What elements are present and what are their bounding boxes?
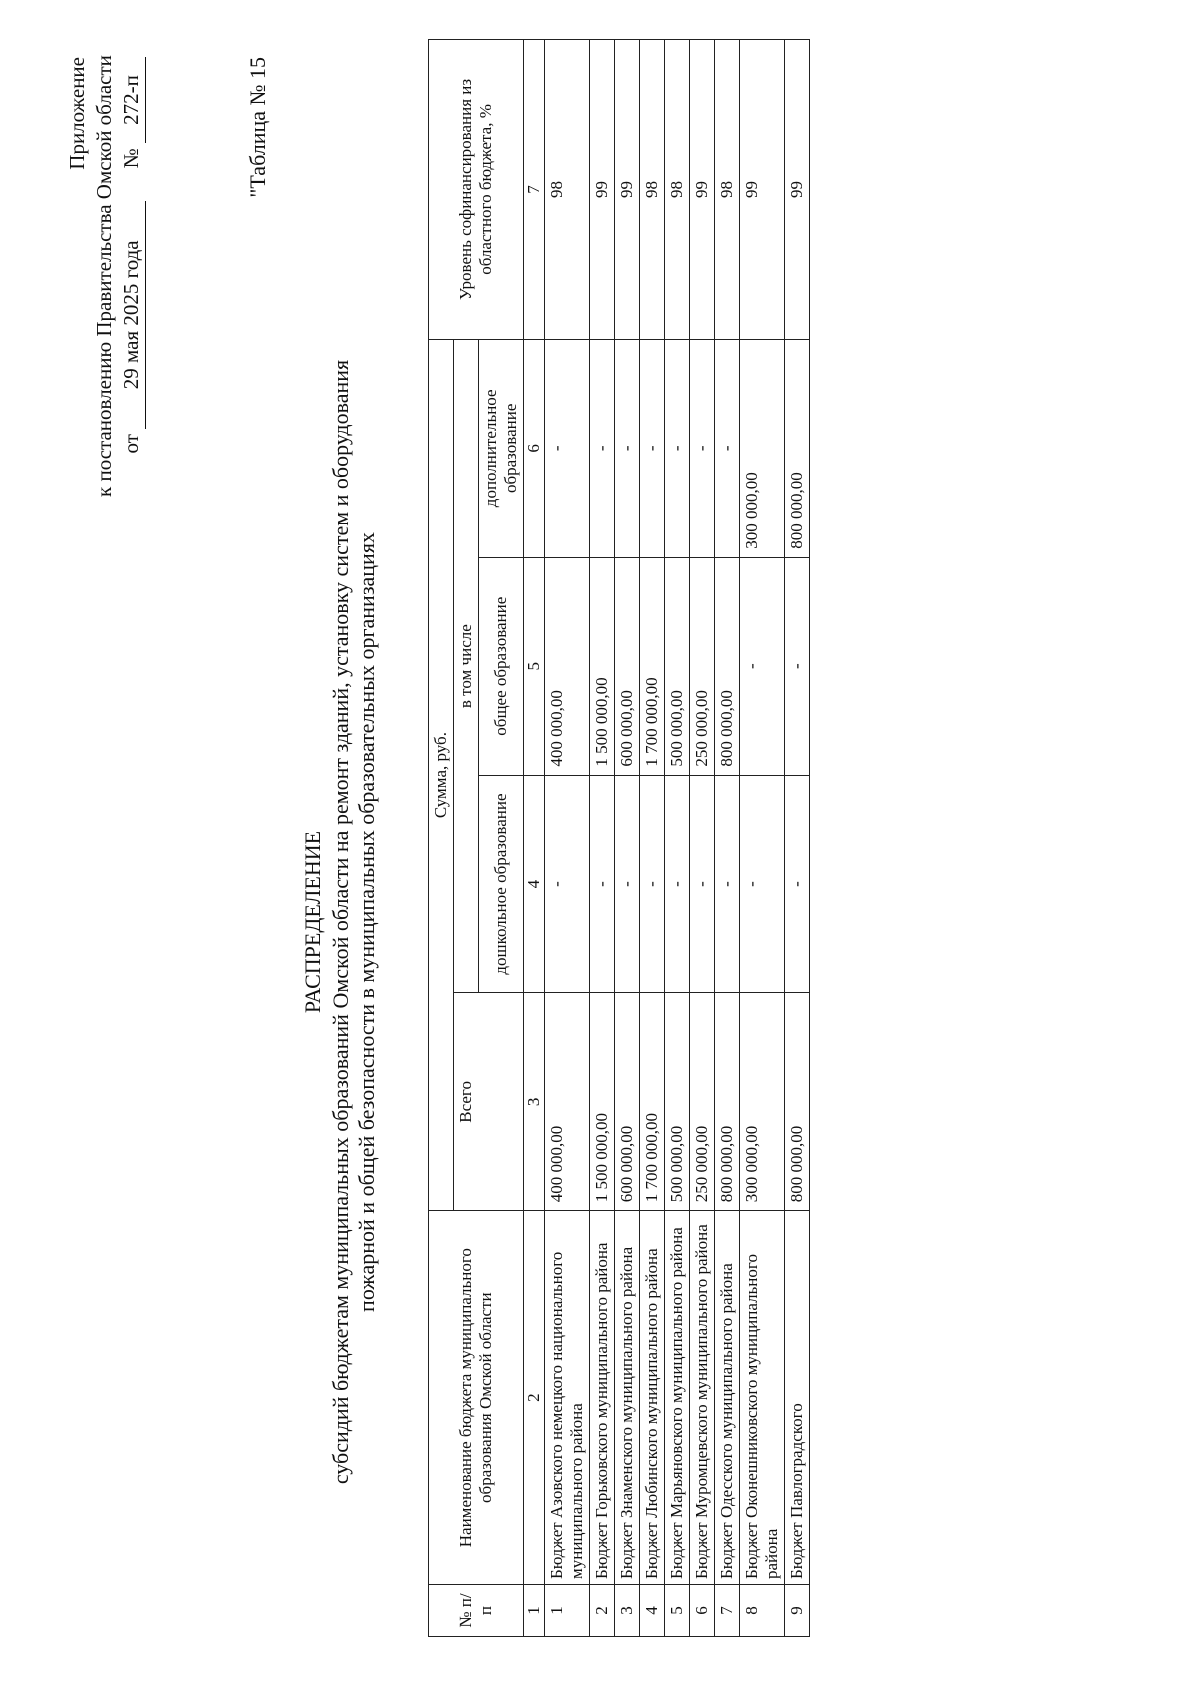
additional-amount: -	[590, 339, 615, 557]
budget-name: Бюджет Любинского муниципального района	[640, 1211, 665, 1585]
row-number: 7	[715, 1585, 740, 1637]
appendix-decree-line: к постановлению Правительства Омской области	[92, 55, 116, 497]
document-subtitle-line-1: субсидий бюджетам муниципальных образований Омской области на ремонт зданий, установку систем и оборудования	[328, 359, 353, 1485]
row-number: 6	[690, 1585, 715, 1637]
budget-name: Бюджет Муромцевского муниципального района	[690, 1211, 715, 1585]
preschool-amount: -	[640, 775, 665, 993]
general-amount: -	[785, 557, 810, 775]
preschool-amount: -	[545, 775, 590, 993]
cofinancing-level: 98	[715, 40, 740, 340]
header-sum: Сумма, руб.	[429, 339, 454, 1210]
general-amount: -	[740, 557, 785, 775]
cofinancing-level: 99	[615, 40, 640, 340]
general-amount: 250 000,00	[690, 557, 715, 775]
additional-amount: -	[615, 339, 640, 557]
column-number: 6	[524, 339, 545, 557]
table-row	[545, 40, 590, 1637]
column-number: 4	[524, 775, 545, 993]
budget-name: Бюджет Марьяновского муниципального района	[665, 1211, 690, 1585]
table-row	[615, 40, 640, 1637]
row-number: 3	[615, 1585, 640, 1637]
budget-name: Бюджет Оконешниковского муниципального района	[740, 1211, 785, 1585]
general-amount: 800 000,00	[715, 557, 740, 775]
general-amount: 600 000,00	[615, 557, 640, 775]
table-row	[715, 40, 740, 1637]
number-prefix: №	[119, 148, 143, 169]
total-amount: 1 500 000,00	[590, 993, 615, 1211]
row-number: 8	[740, 1585, 785, 1637]
preschool-amount: -	[665, 775, 690, 993]
total-amount: 800 000,00	[715, 993, 740, 1211]
preschool-amount: -	[690, 775, 715, 993]
budget-name: Бюджет Одесского муниципального района	[715, 1211, 740, 1585]
general-amount: 500 000,00	[665, 557, 690, 775]
general-amount: 400 000,00	[545, 557, 590, 775]
row-number: 1	[545, 1585, 590, 1637]
general-amount: 1 700 000,00	[640, 557, 665, 775]
header-name: Наименование бюджета муниципального образования Омской области	[429, 1211, 524, 1585]
total-amount: 800 000,00	[785, 993, 810, 1211]
cofinancing-level: 99	[785, 40, 810, 340]
cofinancing-level: 99	[740, 40, 785, 340]
additional-amount: -	[640, 339, 665, 557]
column-number: 1	[524, 1585, 545, 1637]
additional-amount: 800 000,00	[785, 339, 810, 557]
column-number: 2	[524, 1211, 545, 1585]
decree-date: 29 мая 2025 года	[118, 201, 146, 429]
preschool-amount: -	[715, 775, 740, 993]
total-amount: 300 000,00	[740, 993, 785, 1211]
header-additional: дополнительное образование	[479, 339, 524, 557]
total-amount: 250 000,00	[690, 993, 715, 1211]
cofinancing-level: 98	[545, 40, 590, 340]
preschool-amount: -	[740, 775, 785, 993]
table-number: "Таблица № 15	[245, 57, 270, 198]
row-number: 4	[640, 1585, 665, 1637]
table-row	[785, 40, 810, 1637]
budget-name: Бюджет Знаменского муниципального района	[615, 1211, 640, 1585]
header-num: № п/п	[429, 1585, 524, 1637]
date-prefix: от	[119, 434, 143, 454]
header-preschool: дошкольное образование	[479, 775, 524, 993]
table-row	[590, 40, 615, 1637]
table-row	[740, 40, 785, 1637]
general-amount: 1 500 000,00	[590, 557, 615, 775]
row-number: 9	[785, 1585, 810, 1637]
additional-amount: -	[545, 339, 590, 557]
column-number-row	[524, 40, 545, 1637]
total-amount: 600 000,00	[615, 993, 640, 1211]
budget-name: Бюджет Павлоградского	[785, 1211, 810, 1585]
header-level: Уровень софинансирования из областного бюджета, %	[429, 40, 524, 340]
total-amount: 400 000,00	[545, 993, 590, 1211]
total-amount: 1 700 000,00	[640, 993, 665, 1211]
decree-number: 272-п	[118, 57, 146, 143]
distribution-table	[428, 39, 810, 1637]
cofinancing-level: 98	[665, 40, 690, 340]
appendix-date-line	[118, 57, 146, 497]
budget-name: Бюджет Азовского немецкого национального муниципального района	[545, 1211, 590, 1585]
additional-amount: -	[715, 339, 740, 557]
document-subtitle-line-2: пожарной и общей безопасности в муниципальных образовательных организациях	[354, 532, 379, 1312]
header-total: Всего	[454, 993, 524, 1211]
table-row	[665, 40, 690, 1637]
additional-amount: 300 000,00	[740, 339, 785, 557]
preschool-amount: -	[590, 775, 615, 993]
preschool-amount: -	[615, 775, 640, 993]
appendix-label: Приложение	[65, 57, 89, 170]
document-heading: РАСПРЕДЕЛЕНИЕ	[300, 830, 325, 1014]
row-number: 5	[665, 1585, 690, 1637]
column-number: 7	[524, 40, 545, 340]
cofinancing-level: 99	[690, 40, 715, 340]
appendix-block	[64, 57, 146, 497]
header-general: общее образование	[479, 557, 524, 775]
preschool-amount: -	[785, 775, 810, 993]
table-row	[690, 40, 715, 1637]
additional-amount: -	[665, 339, 690, 557]
table-row	[640, 40, 665, 1637]
column-number: 5	[524, 557, 545, 775]
cofinancing-level: 99	[590, 40, 615, 340]
column-number: 3	[524, 993, 545, 1211]
budget-name: Бюджет Горьковского муниципального района	[590, 1211, 615, 1585]
total-amount: 500 000,00	[665, 993, 690, 1211]
document-title-block	[300, 277, 380, 1567]
row-number: 2	[590, 1585, 615, 1637]
header-including: в том числе	[454, 339, 479, 993]
additional-amount: -	[690, 339, 715, 557]
cofinancing-level: 98	[640, 40, 665, 340]
